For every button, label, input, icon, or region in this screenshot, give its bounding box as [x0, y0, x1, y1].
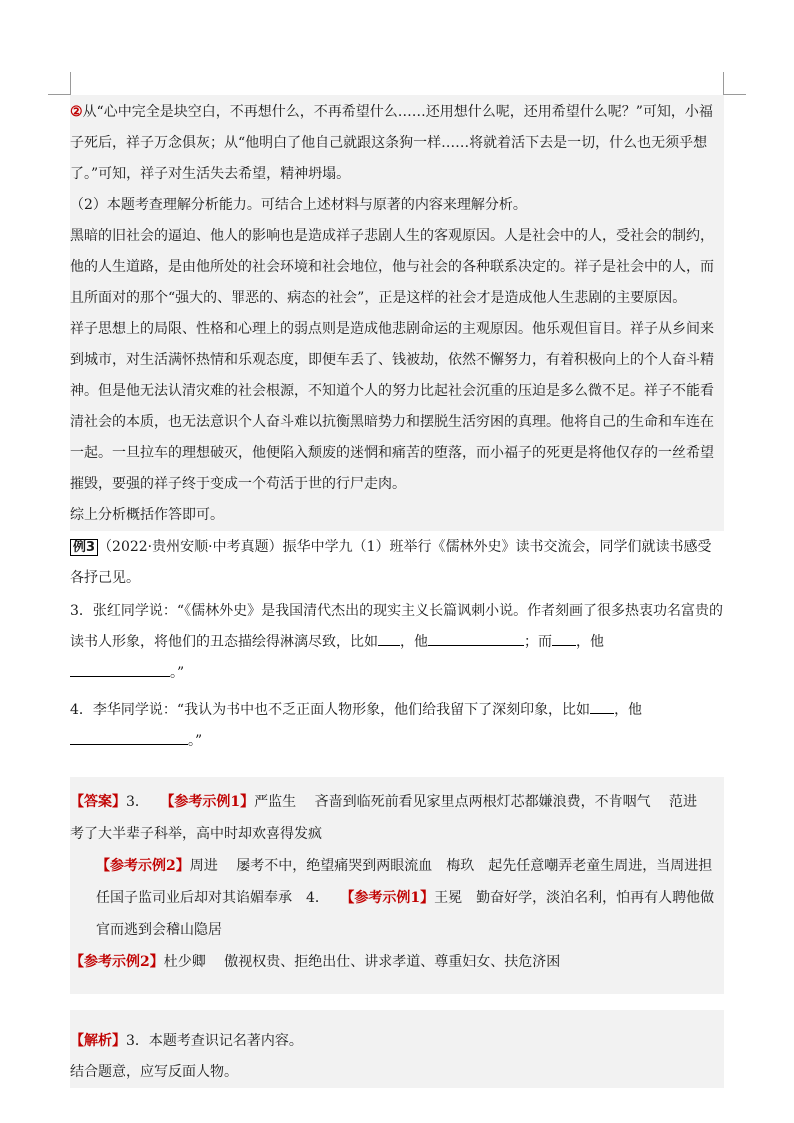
analysis-paragraph-3: 黑暗的旧社会的逼迫、他人的影响也是造成祥子悲剧人生的客观原因。人是社会中的人，受社会的制约，他的人生道路，是由他所处的社会环境和社会地位，他与社会的各种联系决定的。祥子是社会中的人，而且所面对的那个“强大的、罪恶的、病态的社会”，正是这样的社会才是造成他人生悲剧的主要原因。 [70, 228, 714, 306]
answer-blank[interactable] [428, 629, 524, 646]
answer-blank[interactable] [70, 728, 188, 745]
analysis-paragraph-1: ②从“心中完全是块空白，不再想什么，不再希望什么……还用想什么呢，还用希望什么呢？”可知，小福子死后，祥子万念俱灰；从“他明白了他自己就跟这条狗一样……将就着活下去是一切，什么也无须乎想了。”可知，祥子对生活失去希望，精神坍塌。 [70, 104, 713, 182]
jiexi-tag: 【解析】 [70, 1033, 126, 1049]
circled-number: ② [70, 104, 83, 120]
analysis-block [70, 95, 724, 531]
answer-blank[interactable] [590, 697, 614, 714]
jiexi-line-2: 结合题意，应写反面人物。 [70, 1064, 238, 1080]
reference-example-tag: 【参考示例1】 [340, 890, 435, 906]
crop-mark-top-right [723, 72, 746, 95]
analysis-paragraph-4: 祥子思想上的局限、性格和心理上的弱点则是造成他悲剧命运的主观原因。他乐观但盲目。祥子从乡间来到城市，对生活满怀热情和乐观态度，即便车丢了、钱被劫，依然不懈努力，有着积极向上的个人奋斗精神。但是他无法认清灾难的社会根源，不知道个人的努力比起社会沉重的压迫是多么微不足。祥子不能看清社会的本质，也无法意识个人奋斗难以抗衡黑暗势力和摆脱生活穷困的真理。他将自己的生命和车连在一起。一旦拉车的理想破灭，他便陷入颓废的迷惘和痛苦的堕落，而小福子的死更是将他仅存的一丝希望摧毁，要强的祥子终于变成一个苟活于世的行尸走肉。 [70, 321, 714, 492]
answer-line-1: 【答案】3． 【参考示例1】严监生 吝啬到临死前看见家里点两根灯芯都嫌浪费，不肯咽气 范进 考了大半辈子科举，高中时却欢喜得发疯 [70, 794, 712, 842]
answer-blank[interactable] [70, 660, 170, 677]
analysis-paragraph-5: 综上分析概括作答即可。 [70, 507, 224, 523]
jiexi-line-1: 【解析】3．本题考查识记名著内容。 [70, 1033, 303, 1049]
answer-tag: 【答案】 [70, 794, 126, 810]
reference-example-tag: 【参考示例2】 [70, 954, 164, 970]
example-intro: 例3 （2022·贵州安顺·中考真题）振华中学九（1）班举行《儒林外史》读书交流会，同学们就读书感受各抒己见。 [70, 539, 712, 586]
answer-line-3: 【参考示例2】杜少卿 傲视权贵、拒绝出仕、讲求孝道、尊重妇女、扶危济困 [70, 954, 561, 970]
question-4: 4．李华同学说：“我认为书中也不乏正面人物形象，他们给我留下了深刻印象，比如 ，他 。” [70, 695, 724, 757]
page-content [70, 95, 724, 1088]
answer-block [70, 777, 724, 994]
example-source: （2022·贵州安顺·中考真题） [98, 539, 283, 555]
example-block [70, 532, 724, 757]
crop-mark-top-left [48, 72, 71, 95]
example-label: 例3 [70, 539, 98, 556]
analysis-paragraph-2: （2）本题考查理解分析能力。可结合上述材料与原著的内容来理解分析。 [70, 197, 527, 213]
answer-blank[interactable] [552, 629, 576, 646]
answer-line-2: 【参考示例2】周进 屡考不中，绝望痛哭到两眼流血 梅玖 起先任意嘲弄老童生周进，当周进担任国子监司业后却对其谄媚奉承 4． 【参考示例1】王冕 勤奋好学，淡泊名利，怕再有人聘他做官而逃到会稽山隐居 [96, 858, 715, 938]
jiexi-block [70, 1010, 724, 1088]
reference-example-tag: 【参考示例2】 [96, 858, 190, 874]
reference-example-tag: 【参考示例1】 [160, 794, 255, 810]
answer-blank[interactable] [378, 629, 400, 646]
question-3: 3．张红同学说：“《儒林外史》是我国清代杰出的现实主义长篇讽刺小说。作者刻画了很多热衷功名富贵的读书人形象，将他们的丑态描绘得淋漓尽致，比如 ，他 ；而 ，他 。” [70, 603, 724, 681]
